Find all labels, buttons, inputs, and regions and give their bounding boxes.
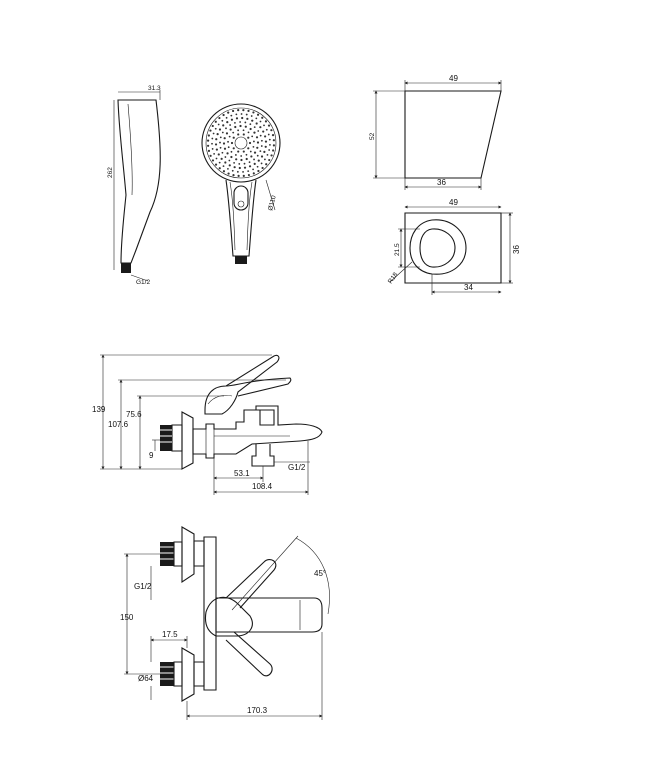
spray-nozzle xyxy=(261,117,263,119)
spray-nozzle xyxy=(248,131,250,133)
spray-nozzle xyxy=(213,153,215,155)
hand-shower-side-thread xyxy=(121,263,131,273)
spray-nozzle xyxy=(212,159,214,161)
spray-nozzle xyxy=(249,123,251,125)
holder-elevation xyxy=(369,74,501,190)
spray-nozzle xyxy=(245,126,247,128)
spray-nozzle xyxy=(254,126,256,128)
spray-nozzle xyxy=(250,128,252,130)
spray-nozzle xyxy=(238,175,240,177)
dim-top-width: 31.3 xyxy=(148,85,161,92)
spray-nozzle xyxy=(240,155,242,157)
spray-nozzles xyxy=(207,109,275,177)
spray-nozzle xyxy=(247,137,249,139)
spray-nozzle xyxy=(243,133,245,135)
spray-nozzle xyxy=(215,138,217,140)
spray-nozzle xyxy=(252,168,254,170)
hand-shower-front-view xyxy=(202,104,280,264)
spray-nozzle xyxy=(226,152,228,154)
spray-nozzle xyxy=(219,128,221,130)
spray-nozzle xyxy=(243,129,245,131)
front-thread xyxy=(235,256,247,264)
spray-nozzle xyxy=(249,142,251,144)
spray-nozzle xyxy=(254,152,256,154)
holder-ring-outer xyxy=(410,220,466,274)
spray-nozzle xyxy=(242,109,244,111)
spray-nozzle xyxy=(272,134,274,136)
spray-nozzle xyxy=(228,146,230,148)
spray-nozzle xyxy=(223,142,225,144)
spray-nozzle xyxy=(247,110,249,112)
spray-nozzle xyxy=(234,126,236,128)
spray-nozzle xyxy=(257,170,259,172)
spray-nozzle xyxy=(213,133,215,135)
top-upper-flange xyxy=(182,527,194,582)
holder-ring-inner xyxy=(420,229,455,267)
spray-nozzle xyxy=(222,114,224,116)
spray-nozzle xyxy=(265,163,267,165)
side-wall-connector xyxy=(160,425,172,451)
spray-nozzle xyxy=(226,117,228,119)
spray-nozzle xyxy=(228,160,230,162)
spray-nozzle xyxy=(229,164,231,166)
spray-nozzle xyxy=(253,146,255,148)
dim-angle: 45° xyxy=(314,569,327,578)
spray-face-inner xyxy=(206,108,276,178)
spray-face-outer xyxy=(202,104,280,182)
spray-nozzle xyxy=(238,163,240,165)
spray-nozzle xyxy=(235,158,237,160)
spray-nozzle xyxy=(219,167,221,169)
spray-nozzle xyxy=(273,144,275,146)
dim-plan-inner: 34 xyxy=(464,283,473,292)
side-bottom-outlet xyxy=(252,444,274,466)
spray-nozzle xyxy=(242,171,244,173)
spray-nozzle xyxy=(272,149,274,151)
spray-nozzle xyxy=(251,120,253,122)
top-lower-connector xyxy=(160,662,174,686)
spray-nozzle xyxy=(265,146,267,148)
spray-nozzle xyxy=(231,151,233,153)
spray-nozzle xyxy=(218,117,220,119)
spray-nozzle xyxy=(246,118,248,120)
dim-holder-height: 52 xyxy=(369,132,376,140)
spray-nozzle xyxy=(257,166,259,168)
top-lever-front xyxy=(226,632,272,676)
spray-nozzle xyxy=(227,111,229,113)
spray-nozzle xyxy=(207,140,209,142)
spray-nozzle xyxy=(247,147,249,149)
spray-nozzle xyxy=(239,121,241,123)
dim-length: 262 xyxy=(107,167,114,178)
spray-nozzle xyxy=(260,135,262,137)
spray-nozzle xyxy=(248,174,250,176)
spray-nozzle xyxy=(233,147,235,149)
spray-nozzle xyxy=(227,168,229,170)
spray-nozzle xyxy=(227,141,229,143)
top-lever-base xyxy=(205,597,252,636)
dim-centers: 150 xyxy=(120,613,134,622)
spray-nozzle xyxy=(224,148,226,150)
spray-nozzle xyxy=(253,159,255,161)
spray-nozzle xyxy=(261,145,263,147)
top-upper-connector xyxy=(160,542,174,566)
spray-nozzle xyxy=(226,132,228,134)
spray-nozzle xyxy=(218,153,220,155)
spray-nozzle xyxy=(211,143,213,145)
spray-nozzle xyxy=(266,129,268,131)
spray-nozzle xyxy=(256,136,258,138)
dim-total-length: 170.3 xyxy=(247,706,268,715)
holder-plan xyxy=(387,198,521,295)
spray-nozzle xyxy=(253,141,255,143)
spray-nozzle xyxy=(259,150,261,152)
spray-nozzle xyxy=(263,124,265,126)
spray-nozzle xyxy=(231,119,233,121)
spray-nozzle xyxy=(235,154,237,156)
spray-nozzle xyxy=(269,139,271,141)
spray-nozzle xyxy=(243,150,245,152)
spray-nozzle xyxy=(222,132,224,134)
hand-shower-side-outline xyxy=(118,100,160,263)
spray-nozzle xyxy=(260,121,262,123)
spray-nozzle xyxy=(265,120,267,122)
top-spout xyxy=(216,598,322,632)
dim-wall-offset: 9 xyxy=(149,451,154,460)
spray-nozzle xyxy=(222,152,224,154)
spray-nozzle xyxy=(218,124,220,126)
spray-nozzle xyxy=(234,122,236,124)
side-lever xyxy=(205,355,279,414)
mixer-top-view xyxy=(120,527,330,720)
spray-nozzle xyxy=(236,117,238,119)
spray-nozzle xyxy=(264,159,266,161)
spray-nozzle xyxy=(225,127,227,129)
spray-nozzle xyxy=(247,170,249,172)
spray-nozzle xyxy=(239,125,241,127)
spray-nozzle xyxy=(232,132,234,134)
spray-nozzle xyxy=(241,113,243,115)
spray-nozzle xyxy=(208,134,210,136)
spray-nozzle xyxy=(232,170,234,172)
spray-nozzle xyxy=(209,129,211,131)
dim-mid-height: 107.6 xyxy=(108,420,129,429)
spray-nozzle xyxy=(244,167,246,169)
hand-shower-side-view xyxy=(107,85,161,286)
spray-nozzle xyxy=(237,133,239,135)
spray-nozzle xyxy=(251,135,253,137)
spray-nozzle xyxy=(224,161,226,163)
dim-eccentric: 17.5 xyxy=(162,630,178,639)
spray-nozzle xyxy=(261,167,263,169)
spray-nozzle xyxy=(212,148,214,150)
mixer-side-view xyxy=(92,355,322,495)
dim-plan-width: 49 xyxy=(449,198,458,207)
top-lower-flange xyxy=(182,648,194,701)
spray-nozzle xyxy=(241,117,243,119)
spray-nozzle xyxy=(208,150,210,152)
spray-nozzle xyxy=(257,130,259,132)
spray-nozzle xyxy=(253,132,255,134)
spray-nozzle xyxy=(227,172,229,174)
spray-nozzle xyxy=(246,158,248,160)
spray-nozzle xyxy=(268,134,270,136)
spray-nozzle xyxy=(230,115,232,117)
spray-nozzle xyxy=(261,140,263,142)
spray-nozzle xyxy=(249,161,251,163)
dim-lever-height: 75.6 xyxy=(126,410,142,419)
side-wall-flange xyxy=(182,412,193,469)
spray-nozzle xyxy=(273,139,275,141)
dim-flange: Ø64 xyxy=(138,674,154,683)
spray-nozzle xyxy=(255,117,257,119)
spray-nozzle xyxy=(221,120,223,122)
spray-nozzle xyxy=(232,174,234,176)
spray-nozzle xyxy=(240,159,242,161)
dim-plan-depth: 36 xyxy=(512,245,521,254)
spray-nozzle xyxy=(232,110,234,112)
spray-nozzle xyxy=(216,158,218,160)
holder-elevation-outline xyxy=(405,91,501,178)
spray-nozzle xyxy=(216,148,218,150)
spray-nozzle xyxy=(249,165,251,167)
spray-face-center xyxy=(235,137,247,149)
spray-nozzle xyxy=(230,128,232,130)
spray-nozzle xyxy=(211,138,213,140)
spray-nozzle xyxy=(261,163,263,165)
dim-holder-bottom-width: 36 xyxy=(437,178,446,187)
spray-nozzle xyxy=(269,144,271,146)
spray-nozzle xyxy=(267,154,269,156)
spray-nozzle xyxy=(235,113,237,115)
spray-nozzle xyxy=(223,165,225,167)
spray-nozzle xyxy=(223,170,225,172)
spray-nozzle xyxy=(233,137,235,139)
dim-inlet-thread: G1/2 xyxy=(134,582,152,591)
spray-nozzle xyxy=(215,163,217,165)
spray-nozzle xyxy=(229,136,231,138)
spray-nozzle xyxy=(268,149,270,151)
spray-nozzle xyxy=(237,171,239,173)
dim-outlet-thread: G1/2 xyxy=(288,463,306,472)
spray-nozzle xyxy=(224,137,226,139)
spray-nozzle xyxy=(215,128,217,130)
spray-nozzle xyxy=(229,124,231,126)
spray-nozzle xyxy=(270,154,272,156)
spray-nozzle xyxy=(263,151,265,153)
spray-nozzle xyxy=(254,163,256,165)
spray-nozzle xyxy=(246,154,248,156)
spray-nozzle xyxy=(257,141,259,143)
spray-nozzle xyxy=(220,136,222,138)
spray-nozzle xyxy=(207,145,209,147)
spray-nozzle xyxy=(209,155,211,157)
spray-nozzle xyxy=(225,156,227,158)
spray-nozzle xyxy=(256,147,258,149)
dim-total-height: 139 xyxy=(92,405,106,414)
spray-nozzle xyxy=(257,155,259,157)
spray-nozzle xyxy=(268,159,270,161)
spray-nozzle xyxy=(234,166,236,168)
spray-nozzle xyxy=(259,126,261,128)
dim-outlet-to-wall: 53.1 xyxy=(234,469,250,478)
spray-nozzle xyxy=(233,162,235,164)
spray-nozzle xyxy=(212,125,214,127)
spray-nozzle xyxy=(251,115,253,117)
spray-nozzle xyxy=(256,122,258,124)
spray-nozzle xyxy=(230,156,232,158)
dim-plan-bore: 21.5 xyxy=(394,243,401,256)
spray-nozzle xyxy=(221,158,223,160)
spray-nozzle xyxy=(237,150,239,152)
spray-nozzle xyxy=(222,124,224,126)
dim-plan-radius: R18 xyxy=(386,271,400,286)
spray-nozzle xyxy=(237,109,239,111)
dim-holder-top-width: 49 xyxy=(449,74,458,83)
spray-nozzle xyxy=(231,142,233,144)
spray-nozzle xyxy=(261,155,263,157)
spray-nozzle xyxy=(265,140,267,142)
spray-nozzle xyxy=(252,111,254,113)
spray-nozzle xyxy=(244,163,246,165)
spray-nozzle xyxy=(237,129,239,131)
spray-nozzle xyxy=(220,147,222,149)
spray-nozzle xyxy=(217,133,219,135)
spray-nozzle xyxy=(243,175,245,177)
spray-nozzle xyxy=(246,114,248,116)
spray-nozzle xyxy=(244,122,246,124)
dim-side-thread: G1/2 xyxy=(136,279,151,286)
spray-nozzle xyxy=(257,114,259,116)
spray-nozzle xyxy=(219,162,221,164)
spray-nozzle xyxy=(253,172,255,174)
spray-switch-button xyxy=(234,186,248,210)
spray-nozzle xyxy=(226,121,228,123)
spray-nozzle xyxy=(262,130,264,132)
spray-nozzle xyxy=(268,124,270,126)
spray-nozzle xyxy=(250,155,252,157)
spray-nozzle xyxy=(250,151,252,153)
spray-nozzle xyxy=(215,121,217,123)
spray-nozzle xyxy=(215,143,217,145)
spray-nozzle xyxy=(264,135,266,137)
spray-nozzle xyxy=(258,160,260,162)
spray-nozzle xyxy=(219,142,221,144)
holder-plan-outline xyxy=(405,213,501,283)
hand-shower-side-inner-line xyxy=(128,104,132,195)
spray-nozzle xyxy=(270,129,272,131)
dim-spout-depth: 108.4 xyxy=(252,482,273,491)
spray-nozzle xyxy=(239,167,241,169)
dim-spray-diameter: Ø110 xyxy=(267,194,278,212)
